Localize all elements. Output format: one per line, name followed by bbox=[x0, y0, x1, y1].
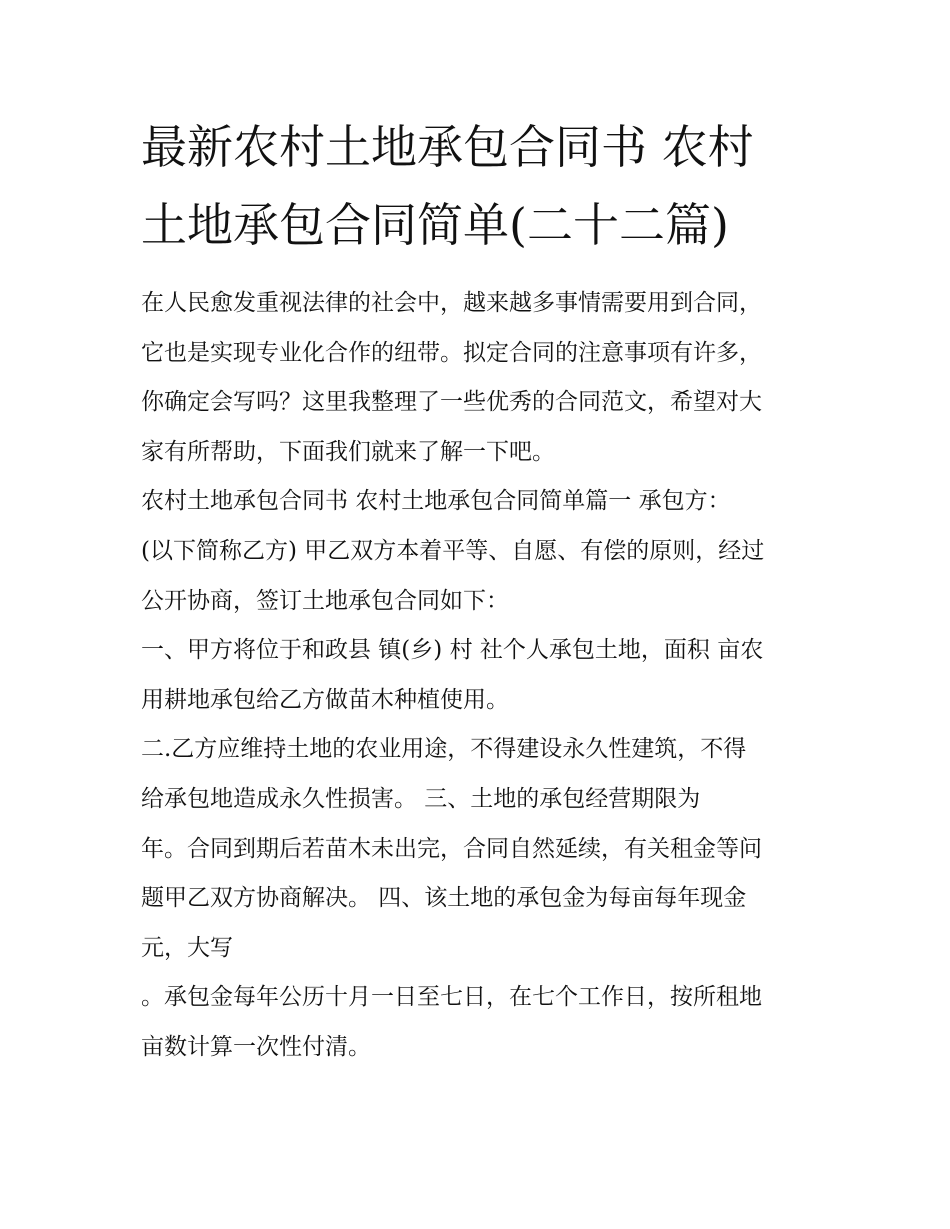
body-line: (以下简称乙方) 甲乙双方本着平等、自愿、有偿的原则，经过 bbox=[141, 537, 765, 564]
body-line: 在人民愈发重视法律的社会中，越来越多事情需要用到合同， bbox=[141, 290, 762, 316]
body-line: 。承包金每年公历十月一日至七日，在七个工作日，按所租地 bbox=[141, 984, 762, 1011]
body-line: 农村土地承包合同书 农村土地承包合同简单篇一 承包方： bbox=[141, 488, 731, 515]
body-line: 二.乙方应维持土地的农业用途，不得建设永久性建筑，不得 bbox=[141, 736, 747, 763]
body-line: 元，大写 bbox=[141, 934, 233, 961]
body-line: 一、甲方将位于和政县 镇(乡) 村 社个人承包土地，面积 亩农 bbox=[141, 637, 764, 664]
title-line-1: 最新农村土地承包合同书 农村 bbox=[141, 120, 754, 174]
body-line: 年。合同到期后若苗木未出完，合同自然延续，有关租金等问 bbox=[141, 835, 762, 862]
body-line: 它也是实现专业化合作的纽带。拟定合同的注意事项有许多， bbox=[141, 339, 762, 366]
body-line: 家有所帮助，下面我们就来了解一下吧。 bbox=[141, 438, 555, 465]
body-line: 题甲乙双方协商解决。 四、该土地的承包金为每亩每年现金 bbox=[141, 885, 747, 912]
title-line-2: 土地承包合同简单(二十二篇) bbox=[141, 198, 729, 252]
body-line: 给承包地造成永久性损害。 三、土地的承包经营期限为 bbox=[141, 785, 701, 812]
body-line: 公开协商，签订土地承包合同如下： bbox=[141, 587, 509, 614]
body-line: 你确定会写吗？这里我整理了一些优秀的合同范文，希望对大 bbox=[141, 389, 762, 416]
document-body bbox=[141, 279, 831, 1073]
body-line: 亩数计算一次性付清。 bbox=[141, 1033, 371, 1060]
body-line: 用耕地承包给乙方做苗木种植使用。 bbox=[141, 686, 509, 713]
document-title bbox=[141, 108, 821, 264]
